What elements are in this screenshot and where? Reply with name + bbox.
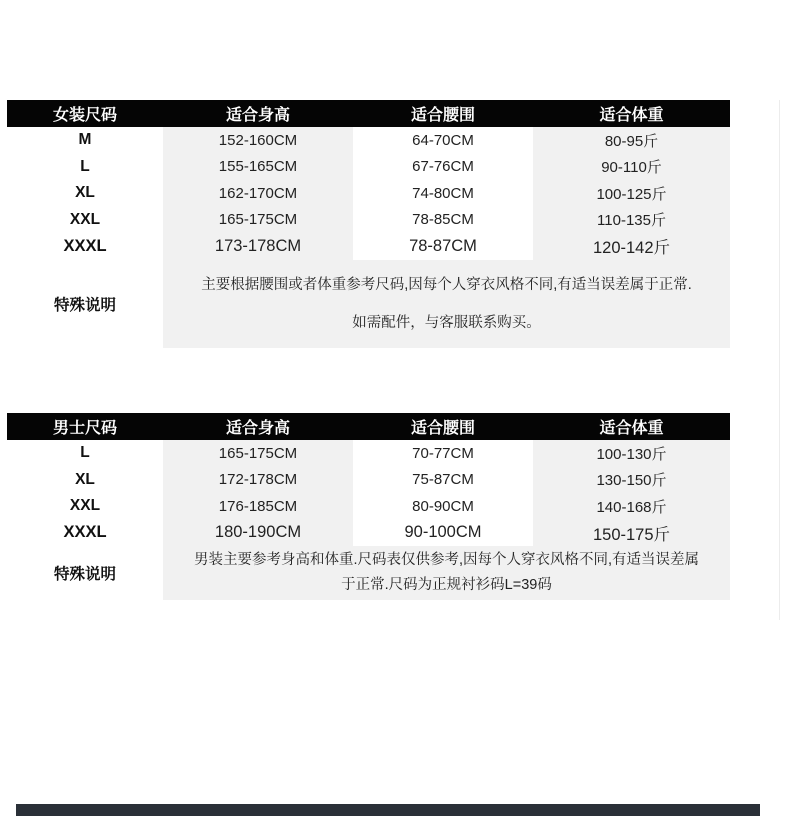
women-note-row: [7, 260, 730, 348]
header-height: 适合身高: [225, 107, 290, 124]
table-row: [7, 154, 730, 181]
men-size-table: [7, 413, 730, 600]
note-label: 特殊说明: [53, 566, 116, 583]
note-line: 于正常.尺码为正规衬衫码L=39码: [341, 577, 552, 593]
women-note-box: [163, 260, 730, 348]
header-size: 男士尺码: [52, 420, 117, 437]
header-weight: 适合体重: [599, 107, 664, 124]
note-line: 男装主要参考身高和体重.尺码表仅供参考,因每个人穿衣风格不同,有适当误差属: [193, 552, 700, 568]
waist-cell: 74-80CM: [353, 180, 533, 207]
waist-cell: 90-100CM: [353, 520, 533, 547]
note-line: 主要根据腰围或者体重参考尺码,因每个人穿衣风格不同,有适当误差属于正常.: [201, 276, 692, 293]
size-cell: XXXL: [63, 523, 107, 542]
table-row: [7, 233, 730, 260]
header-height: 适合身高: [225, 420, 290, 437]
size-cell: XXL: [69, 210, 101, 228]
table-row: [7, 207, 730, 234]
header-weight: 适合体重: [599, 420, 664, 437]
note-line: 如需配件，与客服联系购买。: [352, 314, 541, 331]
size-cell: L: [80, 157, 90, 175]
header-waist: 适合腰围: [410, 420, 475, 437]
men-table-header: [7, 413, 730, 440]
header-size: 女装尺码: [52, 107, 117, 124]
height-cell: 173-178CM: [163, 233, 353, 260]
footer-bar: [16, 804, 760, 816]
waist-cell: 75-87CM: [353, 467, 533, 494]
height-cell: 172-178CM: [163, 467, 353, 494]
weight-cell: 150-175斤: [533, 520, 730, 547]
size-cell: M: [78, 131, 92, 149]
waist-cell: 64-70CM: [353, 127, 533, 154]
table-row: [7, 493, 730, 520]
right-divider: [779, 100, 780, 620]
weight-cell: 110-135斤: [533, 207, 730, 234]
table-row: [7, 467, 730, 494]
women-table-header: [7, 100, 730, 127]
size-cell: XXXL: [63, 236, 107, 255]
weight-cell: 130-150斤: [533, 467, 730, 494]
weight-cell: 100-125斤: [533, 180, 730, 207]
size-cell: XXL: [69, 497, 101, 515]
height-cell: 176-185CM: [163, 493, 353, 520]
weight-cell: 140-168斤: [533, 493, 730, 520]
weight-cell: 80-95斤: [533, 127, 730, 154]
height-cell: 165-175CM: [163, 207, 353, 234]
weight-cell: 120-142斤: [533, 233, 730, 260]
waist-cell: 80-90CM: [353, 493, 533, 520]
weight-cell: 90-110斤: [533, 154, 730, 181]
header-waist: 适合腰围: [410, 107, 475, 124]
table-row: [7, 520, 730, 547]
size-cell: XL: [75, 184, 95, 202]
height-cell: 162-170CM: [163, 180, 353, 207]
waist-cell: 67-76CM: [353, 154, 533, 181]
table-row: [7, 180, 730, 207]
men-note-row: [7, 546, 730, 600]
men-note-box: [163, 546, 730, 600]
waist-cell: 78-87CM: [353, 233, 533, 260]
size-cell: XL: [75, 470, 95, 488]
height-cell: 155-165CM: [163, 154, 353, 181]
note-label: 特殊说明: [53, 296, 116, 314]
table-row: [7, 440, 730, 467]
women-size-table: [7, 100, 730, 348]
size-cell: L: [80, 444, 90, 462]
table-row: [7, 127, 730, 154]
height-cell: 165-175CM: [163, 440, 353, 467]
height-cell: 152-160CM: [163, 127, 353, 154]
weight-cell: 100-130斤: [533, 440, 730, 467]
waist-cell: 70-77CM: [353, 440, 533, 467]
height-cell: 180-190CM: [163, 520, 353, 547]
waist-cell: 78-85CM: [353, 207, 533, 234]
